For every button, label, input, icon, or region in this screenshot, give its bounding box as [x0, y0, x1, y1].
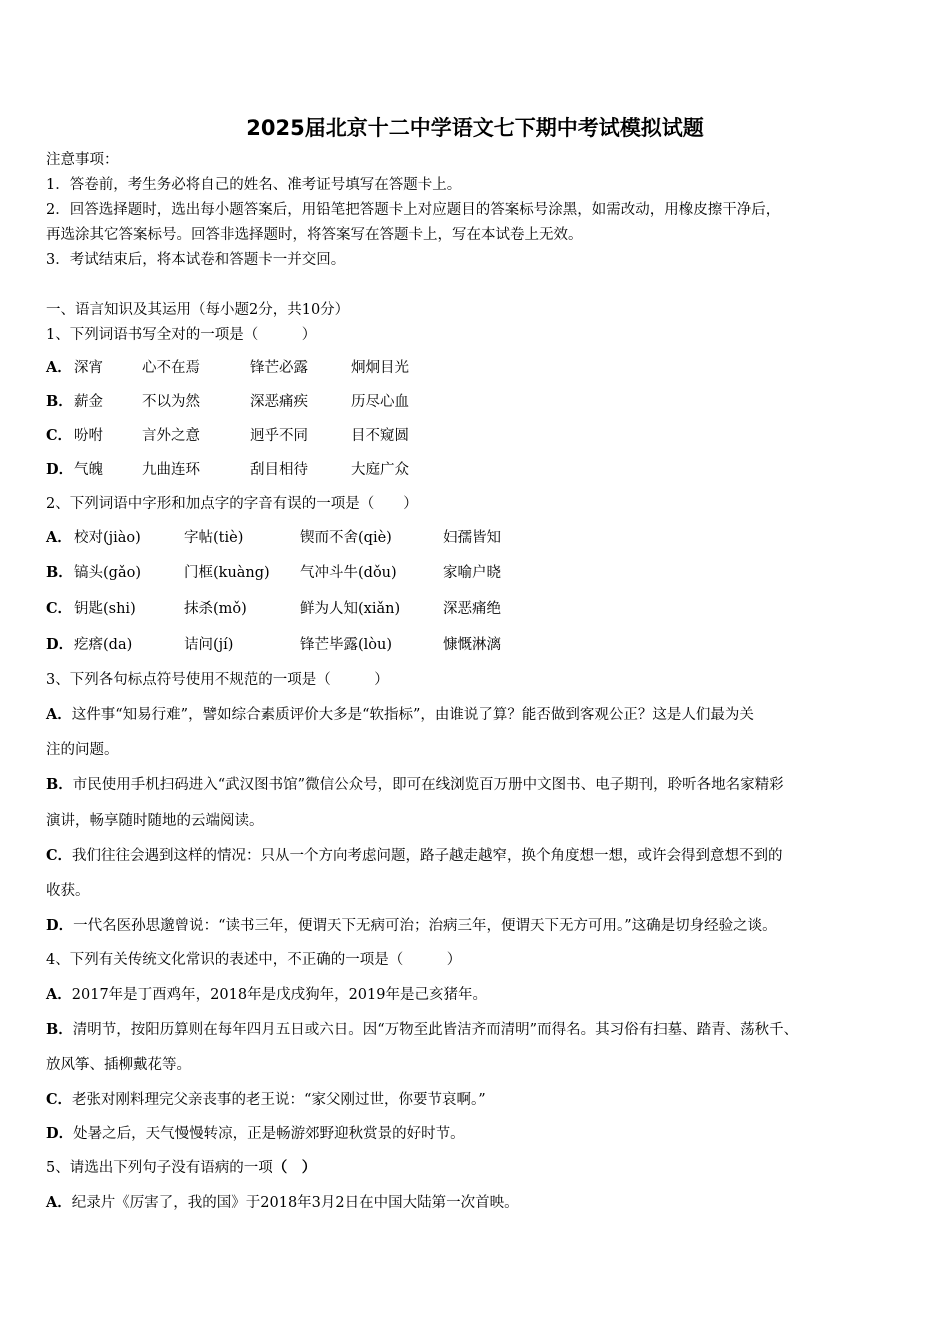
q4-b-text-2: 放风筝、插柳戴花等。 [46, 1057, 191, 1073]
q1-option-c[interactable] [46, 426, 409, 446]
page-title: 2025届北京十二中学语文七下期中考试模拟试题 [246, 116, 704, 140]
q2-d-word-4: 慷慨淋漓 [443, 637, 501, 653]
q2-d-word-3: 锋芒毕露(lòu) [300, 637, 393, 653]
q5-a-text: 纪录片《厉害了，我的国》于2018年3月2日在中国大陆第一次首映。 [71, 1195, 519, 1211]
q3-a-text-1: 这件事“知易行难”，譬如综合素质评价大多是“软指标”，由谁说了算？能否做到客观公正？这是人们最为关 [71, 707, 754, 723]
q3-option-c[interactable] [46, 846, 906, 866]
option-label: D． [46, 917, 74, 934]
q1-c-word-2: 言外之意 [142, 428, 200, 444]
q3-c-text-1: 我们往往会遇到这样的情况：只从一个方向考虑问题，路子越走越窄，换个角度想一想，或许会得到意想不到的 [72, 848, 783, 864]
q1-d-word-4: 大庭广众 [351, 462, 409, 478]
q1-b-word-1: 薪金 [74, 394, 103, 410]
notice-item-3: 3．考试结束后，将本试卷和答题卡一并交回。 [46, 252, 346, 268]
q3-b-text-1: 市民使用手机扫码进入“武汉图书馆”微信公众号，即可在线浏览百万册中文图书、电子期刊，聆听各地名家精彩 [72, 777, 784, 793]
q4-option-c[interactable] [46, 1090, 486, 1110]
q2-a-word-2: 字帖(tiè) [184, 530, 244, 546]
q2-b-word-1: 镐头(gǎo) [74, 565, 141, 581]
option-label: B． [46, 564, 73, 581]
q2-stem: 2、下列词语中字形和加点字的字音有误的一项是（ ） [46, 496, 418, 512]
q1-a-word-1: 深宵 [74, 360, 103, 376]
q4-b-text-1: 清明节，按阳历算则在每年四月五日或六日。因“万物至此皆洁齐而清明”而得名。其习俗有扫墓、踏青、荡秋千、 [72, 1022, 799, 1038]
option-label: A． [46, 986, 72, 1003]
q1-a-word-2: 心不在焉 [142, 360, 200, 376]
q5-stem-text: 5、请选出下列句子没有语病的一项 [46, 1160, 273, 1176]
q1-c-word-4: 目不窥圆 [351, 428, 409, 444]
q1-b-word-2: 不以为然 [142, 394, 200, 410]
q3-b-text-2: 演讲，畅享随时随地的云端阅读。 [46, 813, 264, 829]
q1-d-word-3: 刮目相待 [250, 462, 308, 478]
q5-stem [46, 1158, 316, 1178]
q3-d-text-1: 一代名医孙思邈曾说：“读书三年，便谓天下无病可治；治病三年，便谓天下无方可用。”这确是切身经验之谈。 [73, 918, 777, 934]
q3-a-text-2: 注的问题。 [46, 742, 119, 758]
notice-item-1: 1．答卷前，考生务必将自己的姓名、准考证号填写在答题卡上。 [46, 177, 462, 193]
q4-d-text: 处暑之后，天气慢慢转凉，正是畅游郊野迎秋赏景的好时节。 [73, 1126, 465, 1142]
q1-d-word-2: 九曲连环 [142, 462, 200, 478]
q2-b-word-3: 气冲斗牛(dǒu) [300, 565, 397, 581]
q4-option-d[interactable] [46, 1124, 465, 1144]
q1-option-a[interactable] [46, 358, 409, 378]
q4-stem: 4、下列有关传统文化常识的表述中，不正确的一项是（ ） [46, 952, 462, 968]
q2-d-word-2: 诘问(jí) [184, 637, 234, 653]
q2-b-word-2: 门框(kuàng) [184, 565, 270, 581]
option-label: A． [46, 706, 72, 723]
option-label: A． [46, 359, 72, 376]
notice-heading: 注意事项： [46, 152, 119, 168]
q1-c-word-1: 吩咐 [74, 428, 103, 444]
q2-option-c[interactable] [46, 599, 501, 619]
q2-c-word-1: 钥匙(shi) [74, 601, 136, 617]
q1-a-word-3: 锋芒必露 [250, 360, 308, 376]
q1-option-b[interactable] [46, 392, 409, 412]
option-label: A． [46, 1194, 72, 1211]
q3-c-text-2: 收获。 [46, 883, 90, 899]
q2-option-a[interactable] [46, 528, 501, 548]
q5-answer-bracket: （ ） [272, 1159, 317, 1176]
option-label: B． [46, 393, 73, 410]
q2-d-word-1: 疙瘩(da) [74, 637, 133, 653]
q2-c-word-4: 深恶痛绝 [443, 601, 501, 617]
q2-a-word-3: 锲而不舍(qiè) [300, 530, 392, 546]
option-label: C． [46, 600, 73, 617]
option-label: D． [46, 1125, 74, 1142]
notice-item-2: 2．回答选择题时，选出每小题答案后，用铅笔把答题卡上对应题目的答案标号涂黑，如需改动，用橡皮擦干净后， [46, 202, 781, 218]
option-label: B． [46, 1021, 73, 1038]
q2-c-word-2: 抹杀(mǒ) [184, 601, 247, 617]
q5-option-a[interactable] [46, 1193, 519, 1213]
q1-b-word-3: 深恶痛疾 [250, 394, 308, 410]
q4-c-text: 老张对刚料理完父亲丧事的老王说：“家父刚过世，你要节哀啊。” [72, 1092, 486, 1108]
q3-option-d[interactable] [46, 916, 906, 936]
q3-option-a[interactable] [46, 705, 906, 725]
q1-option-d[interactable] [46, 460, 409, 480]
q2-option-b[interactable] [46, 563, 501, 583]
q1-a-word-4: 炯炯目光 [351, 360, 409, 376]
q2-a-word-4: 妇孺皆知 [443, 530, 501, 546]
notice-item-2-cont: 再选涂其它答案标号。回答非选择题时，将答案写在答题卡上，写在本试卷上无效。 [46, 227, 583, 243]
q1-c-word-3: 迥乎不同 [250, 428, 308, 444]
q4-a-text: 2017年是丁酉鸡年，2018年是戊戌狗年，2019年是己亥猪年。 [71, 987, 487, 1003]
q1-stem: 1、下列词语书写全对的一项是（ ） [46, 327, 317, 343]
q3-option-b[interactable] [46, 775, 906, 795]
option-label: C． [46, 1091, 73, 1108]
option-label: A． [46, 529, 72, 546]
section-heading: 一、语言知识及其运用（每小题2分，共10分） [46, 302, 350, 318]
q2-a-word-1: 校对(jiào) [74, 530, 141, 546]
q1-b-word-4: 历尽心血 [351, 394, 409, 410]
q2-b-word-4: 家喻户晓 [443, 565, 501, 581]
option-label: D． [46, 636, 74, 653]
q2-option-d[interactable] [46, 635, 501, 655]
q1-d-word-1: 气魄 [74, 462, 103, 478]
option-label: D． [46, 461, 74, 478]
q4-option-a[interactable] [46, 985, 487, 1005]
q2-c-word-3: 鲜为人知(xiǎn) [300, 601, 401, 617]
option-label: C． [46, 847, 73, 864]
option-label: B． [46, 776, 73, 793]
q3-stem: 3、下列各句标点符号使用不规范的一项是（ ） [46, 672, 389, 688]
q4-option-b[interactable] [46, 1020, 906, 1040]
option-label: C． [46, 427, 73, 444]
